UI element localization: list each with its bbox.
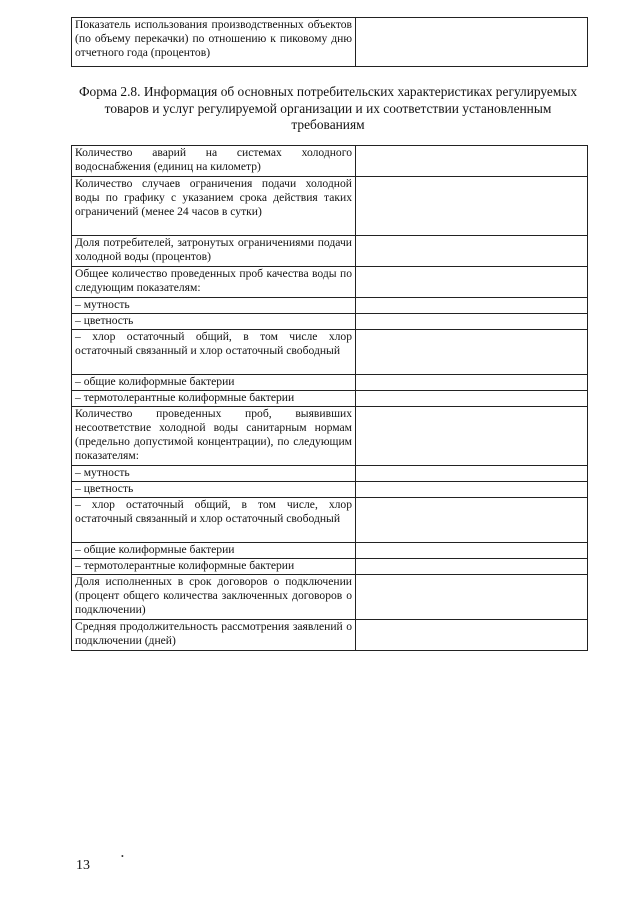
row-value	[356, 498, 588, 543]
page-number: 13	[76, 858, 90, 873]
row-value	[356, 146, 588, 177]
row-value	[356, 559, 588, 575]
row-label: – термотолерантные колиформные бактерии	[72, 559, 356, 575]
row-value	[356, 543, 588, 559]
row-label: Показатель использования производственных объектов (по объему перекачки) по отношению к пиковому дню отчетного года (процентов)	[72, 18, 356, 67]
table-row	[72, 18, 588, 67]
row-value	[356, 407, 588, 466]
row-value	[356, 177, 588, 236]
row-label: – общие колиформные бактерии	[72, 543, 356, 559]
row-value	[356, 375, 588, 391]
row-label: – цветность	[72, 314, 356, 330]
row-value	[356, 391, 588, 407]
row-label: Количество случаев ограничения подачи холодной воды по графику с указанием срока действия таких ограничений (менее 24 часов в сутки)	[72, 177, 356, 236]
table-row	[72, 298, 588, 314]
table-row	[72, 236, 588, 267]
row-label: Доля потребителей, затронутых ограничениями подачи холодной воды (процентов)	[72, 236, 356, 267]
table-row	[72, 575, 588, 620]
row-label: – цветность	[72, 482, 356, 498]
table-row	[72, 391, 588, 407]
table-row	[72, 375, 588, 391]
row-value	[356, 575, 588, 620]
table-row	[72, 177, 588, 236]
row-value	[356, 18, 588, 67]
table-row	[72, 559, 588, 575]
scan-speck: •	[121, 852, 124, 861]
row-label: Количество аварий на системах холодного водоснабжения (единиц на километр)	[72, 146, 356, 177]
row-label: Доля исполненных в срок договоров о подключении (процент общего количества заключенных договоров о подключении)	[72, 575, 356, 620]
row-label: – общие колиформные бактерии	[72, 375, 356, 391]
characteristics-table	[71, 145, 588, 651]
table-row	[72, 407, 588, 466]
row-label: Средняя продолжительность рассмотрения заявлений о подключении (дней)	[72, 620, 356, 651]
row-value	[356, 466, 588, 482]
row-value	[356, 267, 588, 298]
row-value	[356, 330, 588, 375]
table-row	[72, 482, 588, 498]
row-label: – хлор остаточный общий, в том числе хлор остаточный связанный и хлор остаточный свободный	[72, 330, 356, 375]
table-row	[72, 267, 588, 298]
table-row	[72, 466, 588, 482]
row-value	[356, 482, 588, 498]
row-label: – хлор остаточный общий, в том числе, хлор остаточный связанный и хлор остаточный свободный	[72, 498, 356, 543]
row-value	[356, 236, 588, 267]
table-row	[72, 498, 588, 543]
row-value	[356, 314, 588, 330]
table-row	[72, 314, 588, 330]
row-label: – мутность	[72, 466, 356, 482]
row-label: – термотолерантные колиформные бактерии	[72, 391, 356, 407]
row-label: Количество проведенных проб, выявивших несоответствие холодной воды санитарным нормам (предельно допустимой концентрации), по следующим показателям:	[72, 407, 356, 466]
table-row	[72, 146, 588, 177]
table-row	[72, 620, 588, 651]
form-title: Форма 2.8. Информация об основных потребительских характеристиках регулируемых товаров и услуг регулируемой организации и их соответствии установленным требованиям	[78, 84, 578, 132]
table-row	[72, 543, 588, 559]
row-value	[356, 298, 588, 314]
table-row	[72, 330, 588, 375]
row-label: Общее количество проведенных проб качества воды по следующим показателям:	[72, 267, 356, 298]
row-label: – мутность	[72, 298, 356, 314]
row-value	[356, 620, 588, 651]
top-table	[71, 17, 588, 67]
